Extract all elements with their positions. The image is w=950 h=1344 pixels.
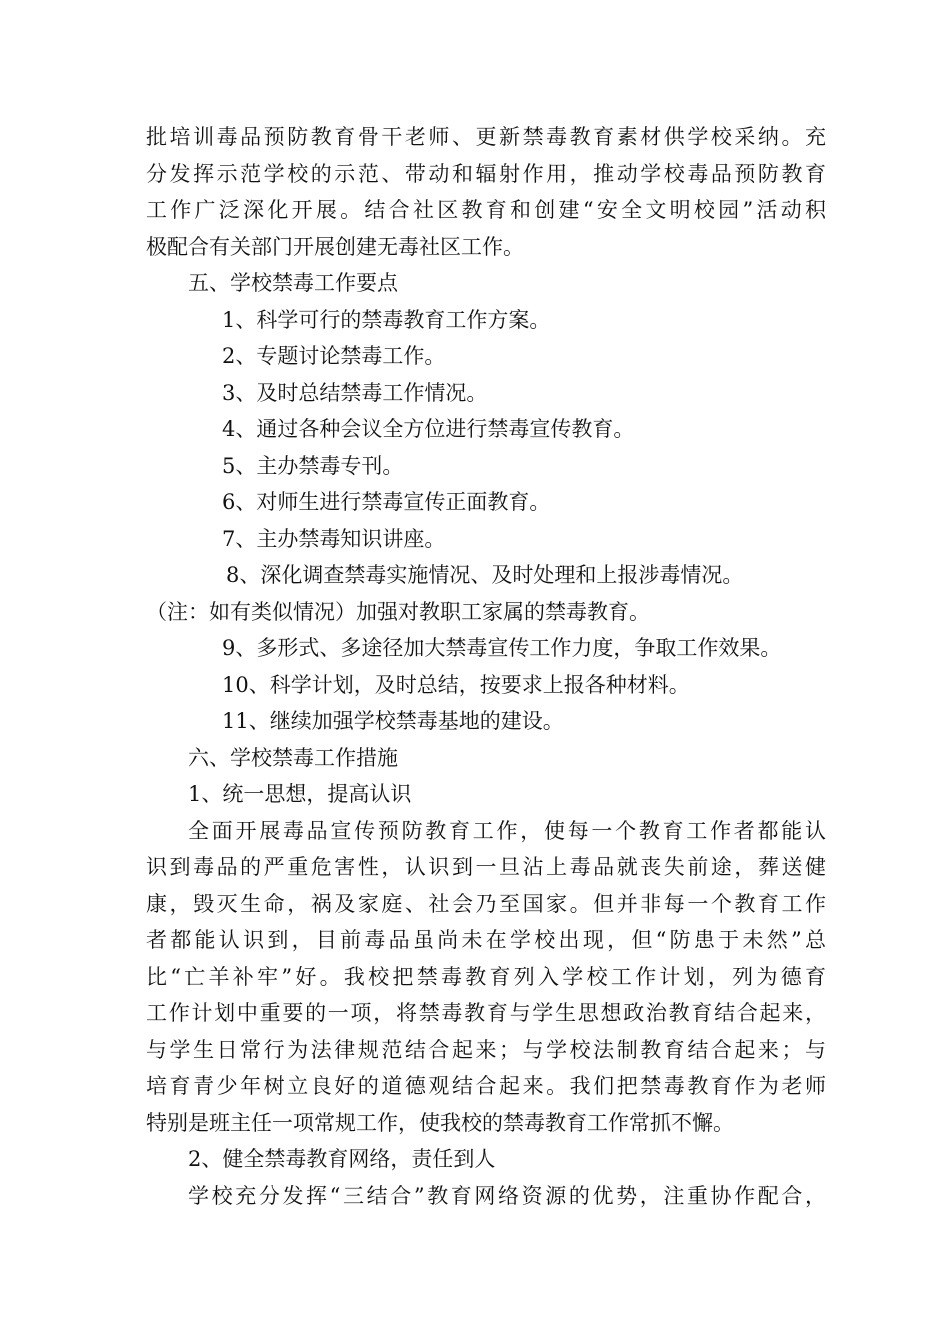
paragraph-line: 极配合有关部门开展创建无毒社区工作。 xyxy=(146,234,524,259)
document-body xyxy=(146,119,826,1214)
list-item: 11、继续加强学校禁毒基地的建设。 xyxy=(222,709,564,733)
list-item: 6、对师生进行禁毒宣传正面教育。 xyxy=(222,490,551,514)
subsection-heading: 2、健全禁毒教育网络，责任到人 xyxy=(188,1147,496,1171)
paragraph-line: 者都能认识到，目前毒品虽尚未在学校出现，但“防患于未然”总 xyxy=(146,928,826,952)
paragraph-line: 与学生日常行为法律规范结合起来；与学校法制教育结合起来；与 xyxy=(146,1037,826,1062)
paragraph-line: 康，毁灭生命，祸及家庭、社会乃至国家。但并非每一个教育工作 xyxy=(146,891,826,916)
paragraph-line: 学校充分发挥“三结合”教育网络资源的优势，注重协作配合， xyxy=(188,1183,826,1208)
paragraph-line: 培育青少年树立良好的道德观结合起来。我们把禁毒教育作为老师 xyxy=(146,1074,826,1098)
list-item-continuation: （注：如有类似情况）加强对教职工家属的禁毒教育。 xyxy=(146,599,650,624)
paragraph-line: 分发挥示范学校的示范、带动和辐射作用，推动学校毒品预防教育 xyxy=(146,161,826,186)
subsection-heading: 1、统一思想，提高认识 xyxy=(188,782,412,806)
paragraph-line: 工作计划中重要的一项，将禁毒教育与学生思想政治教育结合起来， xyxy=(146,1001,826,1025)
paragraph-line: 批培训毒品预防教育骨干老师、更新禁毒教育素材供学校采纳。充 xyxy=(146,125,826,149)
list-item: 8、深化调查禁毒实施情况、及时处理和上报涉毒情况。 xyxy=(226,563,744,587)
list-item: 2、专题讨论禁毒工作。 xyxy=(222,344,446,368)
section-heading-5: 五、学校禁毒工作要点 xyxy=(188,271,398,295)
list-item: 7、主办禁毒知识讲座。 xyxy=(222,526,446,551)
paragraph-line: 识到毒品的严重危害性，认识到一旦沾上毒品就丧失前途，葬送健 xyxy=(146,855,826,879)
list-item: 4、通过各种会议全方位进行禁毒宣传教育。 xyxy=(222,417,635,441)
paragraph-line: 工作广泛深化开展。结合社区教育和创建“安全文明校园”活动积 xyxy=(146,198,826,222)
list-item: 3、及时总结禁毒工作情况。 xyxy=(222,380,488,405)
paragraph-line: 特别是班主任一项常规工作，使我校的禁毒教育工作常抓不懈。 xyxy=(146,1110,734,1135)
paragraph-line: 全面开展毒品宣传预防教育工作，使每一个教育工作者都能认 xyxy=(188,818,826,843)
paragraph-line: 比“亡羊补牢”好。我校把禁毒教育列入学校工作计划，列为德育 xyxy=(146,964,826,989)
list-item: 1、科学可行的禁毒教育工作方案。 xyxy=(222,307,551,332)
section-heading-6: 六、学校禁毒工作措施 xyxy=(188,745,398,770)
list-item: 10、科学计划，及时总结，按要求上报各种材料。 xyxy=(222,672,690,697)
list-item: 5、主办禁毒专刊。 xyxy=(222,453,404,478)
list-item: 9、多形式、多途径加大禁毒宣传工作力度，争取工作效果。 xyxy=(222,636,782,660)
